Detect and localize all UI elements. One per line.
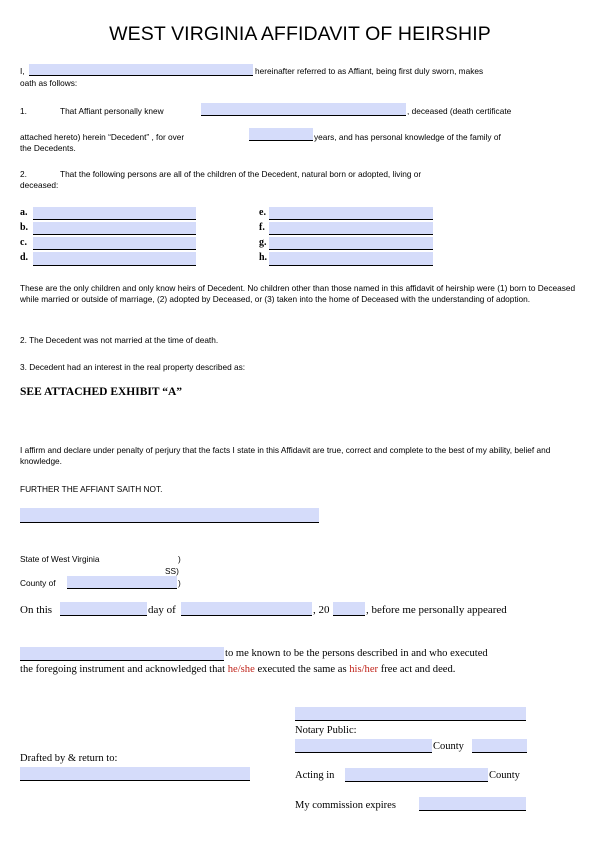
ack-line2-a: the foregoing instrument and acknowledged that xyxy=(20,664,226,675)
ack-line2 xyxy=(20,663,455,677)
child-label-c: c. xyxy=(20,237,27,248)
item1-line3: the Decedents. xyxy=(20,143,76,153)
item2-number: 2. xyxy=(20,169,27,179)
notary-signature-field[interactable] xyxy=(295,707,526,721)
child-field-g[interactable] xyxy=(269,237,433,250)
child-field-b[interactable] xyxy=(33,222,196,235)
child-field-h[interactable] xyxy=(269,252,433,266)
ack-line2-c: free act and deed. xyxy=(380,664,456,675)
ack-before: , before me personally appeared xyxy=(366,604,507,616)
intro-prefix: I, xyxy=(20,66,25,76)
notary-acting-in-label: Acting in xyxy=(295,770,335,781)
venue-county-label: County of xyxy=(20,578,56,588)
ack-known: to me known to be the persons described in and who executed xyxy=(225,648,488,659)
child-label-f: f. xyxy=(259,222,265,233)
venue-state: State of West Virginia xyxy=(20,554,100,564)
intro-line2: oath as follows: xyxy=(20,78,78,88)
ack-line2-b: executed the same as xyxy=(257,664,347,675)
ack-he-she: he/she xyxy=(227,664,255,675)
statement-3: 3. Decedent had an interest in the real property described as: xyxy=(20,362,246,372)
document-title: WEST VIRGINIA AFFIDAVIT OF HEIRSHIP xyxy=(109,23,491,45)
notary-public-label: Notary Public: xyxy=(295,725,357,736)
ack-on-this: On this xyxy=(20,604,53,616)
ack-person-field[interactable] xyxy=(20,647,224,661)
child-field-a[interactable] xyxy=(33,207,196,220)
ack-his-her: his/her xyxy=(349,664,379,675)
affiant-name-field[interactable] xyxy=(29,64,253,76)
child-label-h: h. xyxy=(259,252,268,263)
drafted-by-field[interactable] xyxy=(20,767,250,781)
item1-number: 1. xyxy=(20,106,27,116)
affirmation-paragraph: I affirm and declare under penalty of perjury that the facts I state in this Affidavit are true, correct and complete to the best of my ability, belief and knowledge. xyxy=(20,445,551,467)
intro-suffix: hereinafter referred to as Affiant, being first duly sworn, makes xyxy=(255,66,484,76)
item1-deceased: , deceased (death certificate xyxy=(407,106,512,116)
ack-day-field[interactable] xyxy=(60,602,147,616)
notary-county-label: County xyxy=(433,741,464,752)
child-field-e[interactable] xyxy=(269,207,433,220)
venue-county-field[interactable] xyxy=(67,576,177,589)
statement-2: 2. The Decedent was not married at the time of death. xyxy=(20,335,219,345)
decedent-name-field[interactable] xyxy=(201,103,406,116)
item1-line2-b: years, and has personal knowledge of the family of xyxy=(314,132,501,142)
affiant-signature-field[interactable] xyxy=(20,508,319,523)
child-field-c[interactable] xyxy=(33,237,196,250)
venue-ss: SS) xyxy=(165,566,179,576)
years-known-field[interactable] xyxy=(249,128,313,141)
child-label-e: e. xyxy=(259,207,266,218)
exhibit-heading: SEE ATTACHED EXHIBIT “A” xyxy=(20,386,183,398)
item2-line1: That the following persons are all of the children of the Decedent, natural born or adopted, living or xyxy=(60,169,422,179)
notary-name-field[interactable] xyxy=(295,739,432,753)
drafted-by-label: Drafted by & return to: xyxy=(20,753,118,764)
child-label-b: b. xyxy=(20,222,29,233)
only-children-paragraph: These are the only children and only know heirs of Decedent. No children other than those named in this affidavit of heirship were (1) born to Deceased while married or outside of marriage, (2) adopted by Deceased, or (3) taken into the home of Deceased with the understanding of adoption. xyxy=(20,283,576,305)
venue-paren-bottom: ) xyxy=(178,578,181,588)
ack-day-of: day of xyxy=(148,604,176,616)
child-field-f[interactable] xyxy=(269,222,433,235)
ack-year-field[interactable] xyxy=(333,602,365,616)
notary-acting-county-label: County xyxy=(489,770,520,781)
item1-line2-a: attached hereto) herein “Decedent” , for over xyxy=(20,132,185,142)
child-label-d: d. xyxy=(20,252,29,263)
notary-acting-in-field[interactable] xyxy=(345,768,488,782)
item2-line2: deceased: xyxy=(20,180,59,190)
child-label-g: g. xyxy=(259,237,267,248)
ack-month-field[interactable] xyxy=(181,602,312,616)
notary-county-field[interactable] xyxy=(472,739,527,753)
notary-commission-label: My commission expires xyxy=(295,800,396,811)
venue-paren-top: ) xyxy=(178,554,181,564)
notary-commission-field[interactable] xyxy=(419,797,526,811)
child-field-d[interactable] xyxy=(33,252,196,266)
ack-year-prefix: , 20 xyxy=(313,604,330,616)
child-label-a: a. xyxy=(20,207,28,218)
further-affiant-text: FURTHER THE AFFIANT SAITH NOT. xyxy=(20,484,163,494)
item1-lead: That Affiant personally knew xyxy=(60,106,164,116)
